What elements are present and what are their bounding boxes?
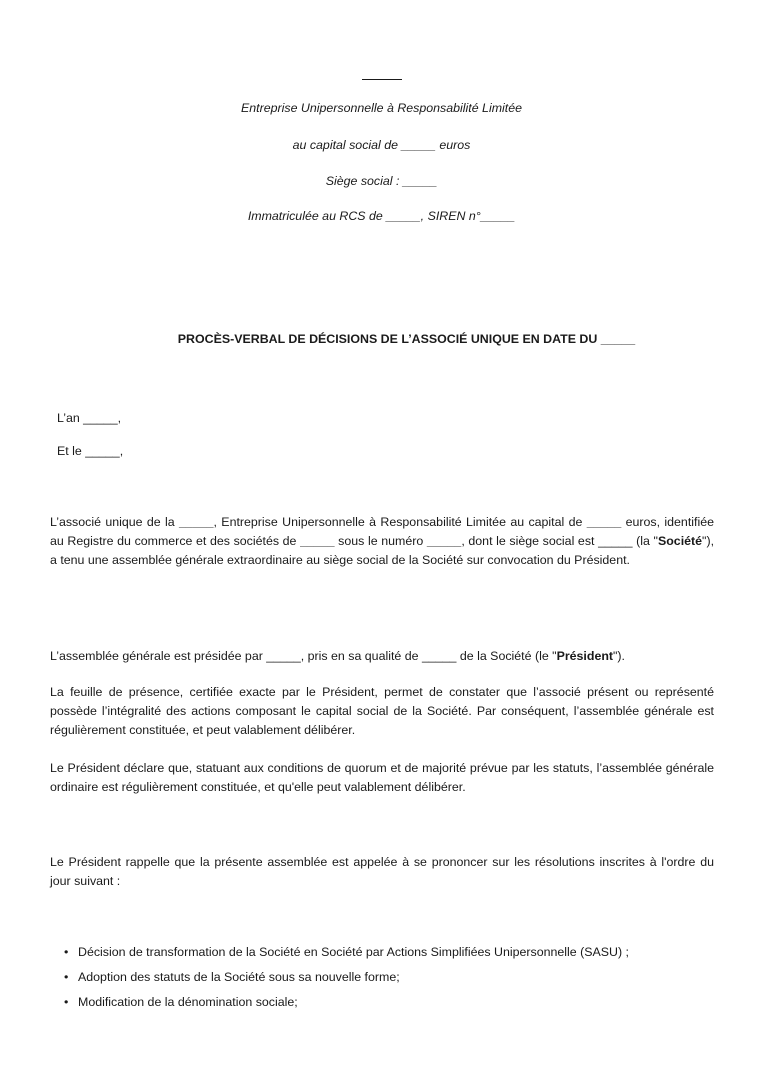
date-day: Et le _____, bbox=[57, 444, 124, 458]
p2-defined-term-president: Président bbox=[556, 649, 614, 663]
header-registered-office: Siège social : _____ bbox=[325, 174, 438, 188]
agenda-item bbox=[64, 943, 758, 968]
p1-text-c: euros, identifiée au Registre du commerce et des sociétés de bbox=[50, 515, 714, 549]
paragraph-agenda-intro: Le Président rappelle que la présente assemblée est appelée à se prononcer sur les résolutions inscrites à l'ordre du jour suivant : bbox=[50, 855, 714, 889]
header-rule bbox=[362, 79, 402, 80]
paragraph-quorum: Le Président déclare que, statuant aux conditions de quorum et de majorité prévue par les statuts, l’assemblée générale ordinaire est régulièrement constituée, et qu'elle peut valablement délibérer. bbox=[50, 761, 714, 795]
date-year: L’an _____, bbox=[57, 411, 122, 425]
p1-blank-company: _____ bbox=[179, 515, 214, 529]
paragraph-associate bbox=[50, 513, 714, 571]
p1-text-d: sous le numéro bbox=[334, 534, 427, 549]
bullet-icon: • bbox=[64, 945, 69, 959]
paragraph-attendance: La feuille de présence, certifiée exacte par le Président, permet de constater que l’associé présent ou représenté possède l’intégralité des actions composant le capital social de la Société. Par conséquent, l’assemblée générale est régulièrement constituée, et peut valablement délibérer. bbox=[50, 685, 714, 738]
p1-blank-number: _____ bbox=[426, 534, 462, 549]
p1-text-a: L’associé unique de la bbox=[50, 515, 180, 529]
p2-text-a: L’assemblée générale est présidée par _____, pris en sa qualité de _____ de la Société (le " bbox=[50, 649, 557, 663]
agenda-item-text: Adoption des statuts de la Société sous sa nouvelle forme; bbox=[78, 970, 400, 984]
agenda-item-text: Décision de transformation de la Société en Société par Actions Simplifiées Unipersonnelle (SASU) ; bbox=[78, 945, 629, 959]
agenda-item-text: Modification de la dénomination sociale; bbox=[78, 995, 298, 1009]
p1-text-f: "), a tenu une assemblée générale extraordinaire au siège social de la Société sur convocation du Président. bbox=[50, 534, 715, 568]
p2-text-b: "). bbox=[613, 649, 625, 663]
header-capital: au capital social de _____ euros bbox=[292, 138, 471, 152]
bullet-icon: • bbox=[64, 970, 69, 984]
p1-defined-term-societe: Société bbox=[657, 534, 703, 549]
agenda-item bbox=[64, 993, 758, 1018]
p1-text-b: , Entreprise Unipersonnelle à Responsabilité Limitée au capital de bbox=[213, 515, 587, 529]
p1-blank-rcs: _____ bbox=[300, 534, 335, 549]
header-rcs: Immatriculée au RCS de _____, SIREN n°_____ bbox=[247, 209, 516, 223]
p1-text-e: , dont le siège social est _____ (la " bbox=[461, 534, 658, 549]
p1-blank-capital: _____ bbox=[586, 515, 622, 529]
document-title: PROCÈS-VERBAL DE DÉCISIONS DE L’ASSOCIÉ UNIQUE EN DATE DU _____ bbox=[177, 332, 636, 346]
header-company-form: Entreprise Unipersonnelle à Responsabilité Limitée bbox=[240, 101, 522, 115]
bullet-icon: • bbox=[64, 995, 69, 1009]
paragraph-president bbox=[50, 647, 714, 666]
agenda-list bbox=[50, 943, 758, 1018]
agenda-item bbox=[64, 968, 758, 993]
